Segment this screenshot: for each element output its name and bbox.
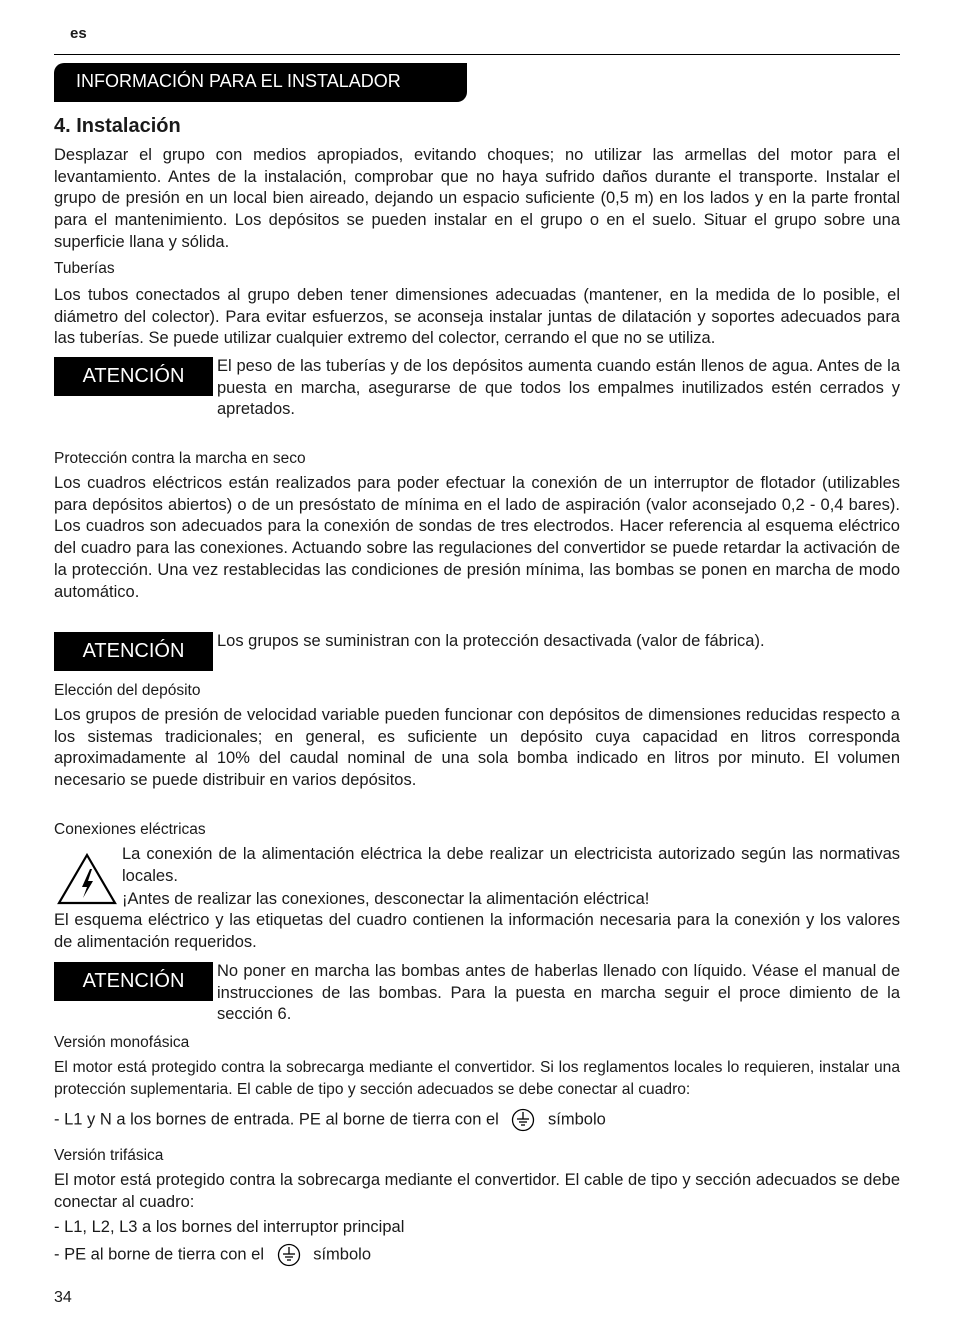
deposito-paragraph: Los grupos de presión de velocidad variable pueden funcionar con depósitos de dimensiones reducidas respecto a los sistemas tradicionales; en general, es suficiente un depósito cuya capacidad en litros corresponda aproximadamente al 10% del caudal nominal de una sola bomba indicado en litros por minuto. El volumen necesario se puede distribuir en varios depósitos. [54,706,900,790]
attention-label-3: ATENCIÓN [54,962,213,1001]
monofasica-paragraph: El motor está protegido contra la sobrecarga mediante el convertidor. Si los reglamentos locales lo requieren, instalar una protección suplementaria. El cable de tipo y sección adecuados se debe conectar al cuadro: [54,1059,900,1098]
ground-symbol-icon [511,1108,535,1132]
trifasica-paragraph: El motor está protegido contra la sobrecarga mediante el convertidor. El cable de tipo y sección adecuados se debe conectar al cuadro: [54,1171,900,1211]
language-code: es [70,25,87,42]
monofasica-item-suffix: símbolo [548,1110,606,1129]
ground-symbol-icon [277,1243,301,1267]
section-title: 4. Instalación [54,115,181,137]
tuberias-heading: Tuberías [54,260,115,277]
monofasica-item-text: - L1 y N a los bornes de entrada. PE al borne de tierra con el [54,1110,499,1129]
electric-hazard-icon [56,852,118,906]
intro-paragraph: Desplazar el grupo con medios apropiados, evitando choques; no utilizar las armellas del motor para el levantamiento. Antes de la instalación, comprobar que no haya sufrido daños durante el transporte. Instalar el grupo de presión en un local bien aireado, dejando un espacio suficiente (0,5 m) en los lados y en la parte frontal para el mantenimiento. Los depósitos se pueden instalar en el grupo o en el suelo. Situar el grupo sobre una superficie llana y sólida. [54,146,900,251]
trifasica-list-item-1: - L1, L2, L3 a los bornes del interruptor principal [54,1218,405,1236]
attention-label-1: ATENCIÓN [54,357,213,396]
monofasica-list-item [54,1108,606,1132]
trifasica-list-item-2 [54,1243,371,1267]
proteccion-paragraph: Los cuadros eléctricos están realizados para poder efectuar la conexión de un interruptor de flotador (utilizables para depósitos abiertos) o de un presóstato de mínima en el lado de aspiración (valor aconsejado 0,2 - 0,4 bares). Los cuadros son adecuados para la conexión de sondas de tres electrodos. Hacer referencia al esquema eléctrico del cuadro para las conexiones. Actuando sobre las regulaciones del convertidor se puede retardar la activación de la protección. Una vez restablecidas las condiciones de presión mínima, las bombas se ponen en marcha de modo automático. [54,474,900,601]
trifasica-item-text: - PE al borne de tierra con el [54,1245,265,1264]
conexiones-paragraph: El esquema eléctrico y las etiquetas del cuadro contienen la información necesaria para la conexión y los valores de alimentación requeridos. [54,911,900,951]
page-number: 34 [54,1289,72,1306]
tuberias-paragraph: Los tubos conectados al grupo deben tener dimensiones adecuadas (mantener, en la medida de lo posible, el diámetro del colector). Para evitar esfuerzos, se aconseja instalar juntas de dilatación y soportes adecuados para las tuberías. Se puede utilizar cualquier extremo del colector, cerrando el que no se utiliza. [54,286,900,348]
electric-warning-disconnect: ¡Antes de realizar las conexiones, desconectar la alimentación eléctrica! [122,890,650,908]
attention-text-3: No poner en marcha las bombas antes de haberlas llenado con líquido. Véase el manual de instrucciones de las bombas. Para la puesta en marcha seguir el proce dimiento de la sección 6. [217,962,900,1024]
trifasica-item-suffix: símbolo [313,1245,371,1264]
proteccion-heading: Protección contra la marcha en seco [54,450,306,467]
section-banner: INFORMACIÓN PARA EL INSTALADOR [54,63,467,102]
conexiones-heading: Conexiones eléctricas [54,821,206,838]
trifasica-heading: Versión trifásica [54,1147,164,1164]
attention-label-2: ATENCIÓN [54,632,213,671]
electric-warning-text: La conexión de la alimentación eléctrica la debe realizar un electricista autorizado según las normativas locales. [122,845,900,885]
header-rule [54,54,900,55]
attention-text-2: Los grupos se suministran con la protección desactivada (valor de fábrica). [217,632,765,650]
monofasica-heading: Versión monofásica [54,1034,190,1051]
attention-text-1: El peso de las tuberías y de los depósitos aumenta cuando están llenos de agua. Antes de la puesta en marcha, asegurarse de que todos los empalmes inutilizados estén cerrados y apretados. [217,357,900,419]
deposito-heading: Elección del depósito [54,682,201,699]
